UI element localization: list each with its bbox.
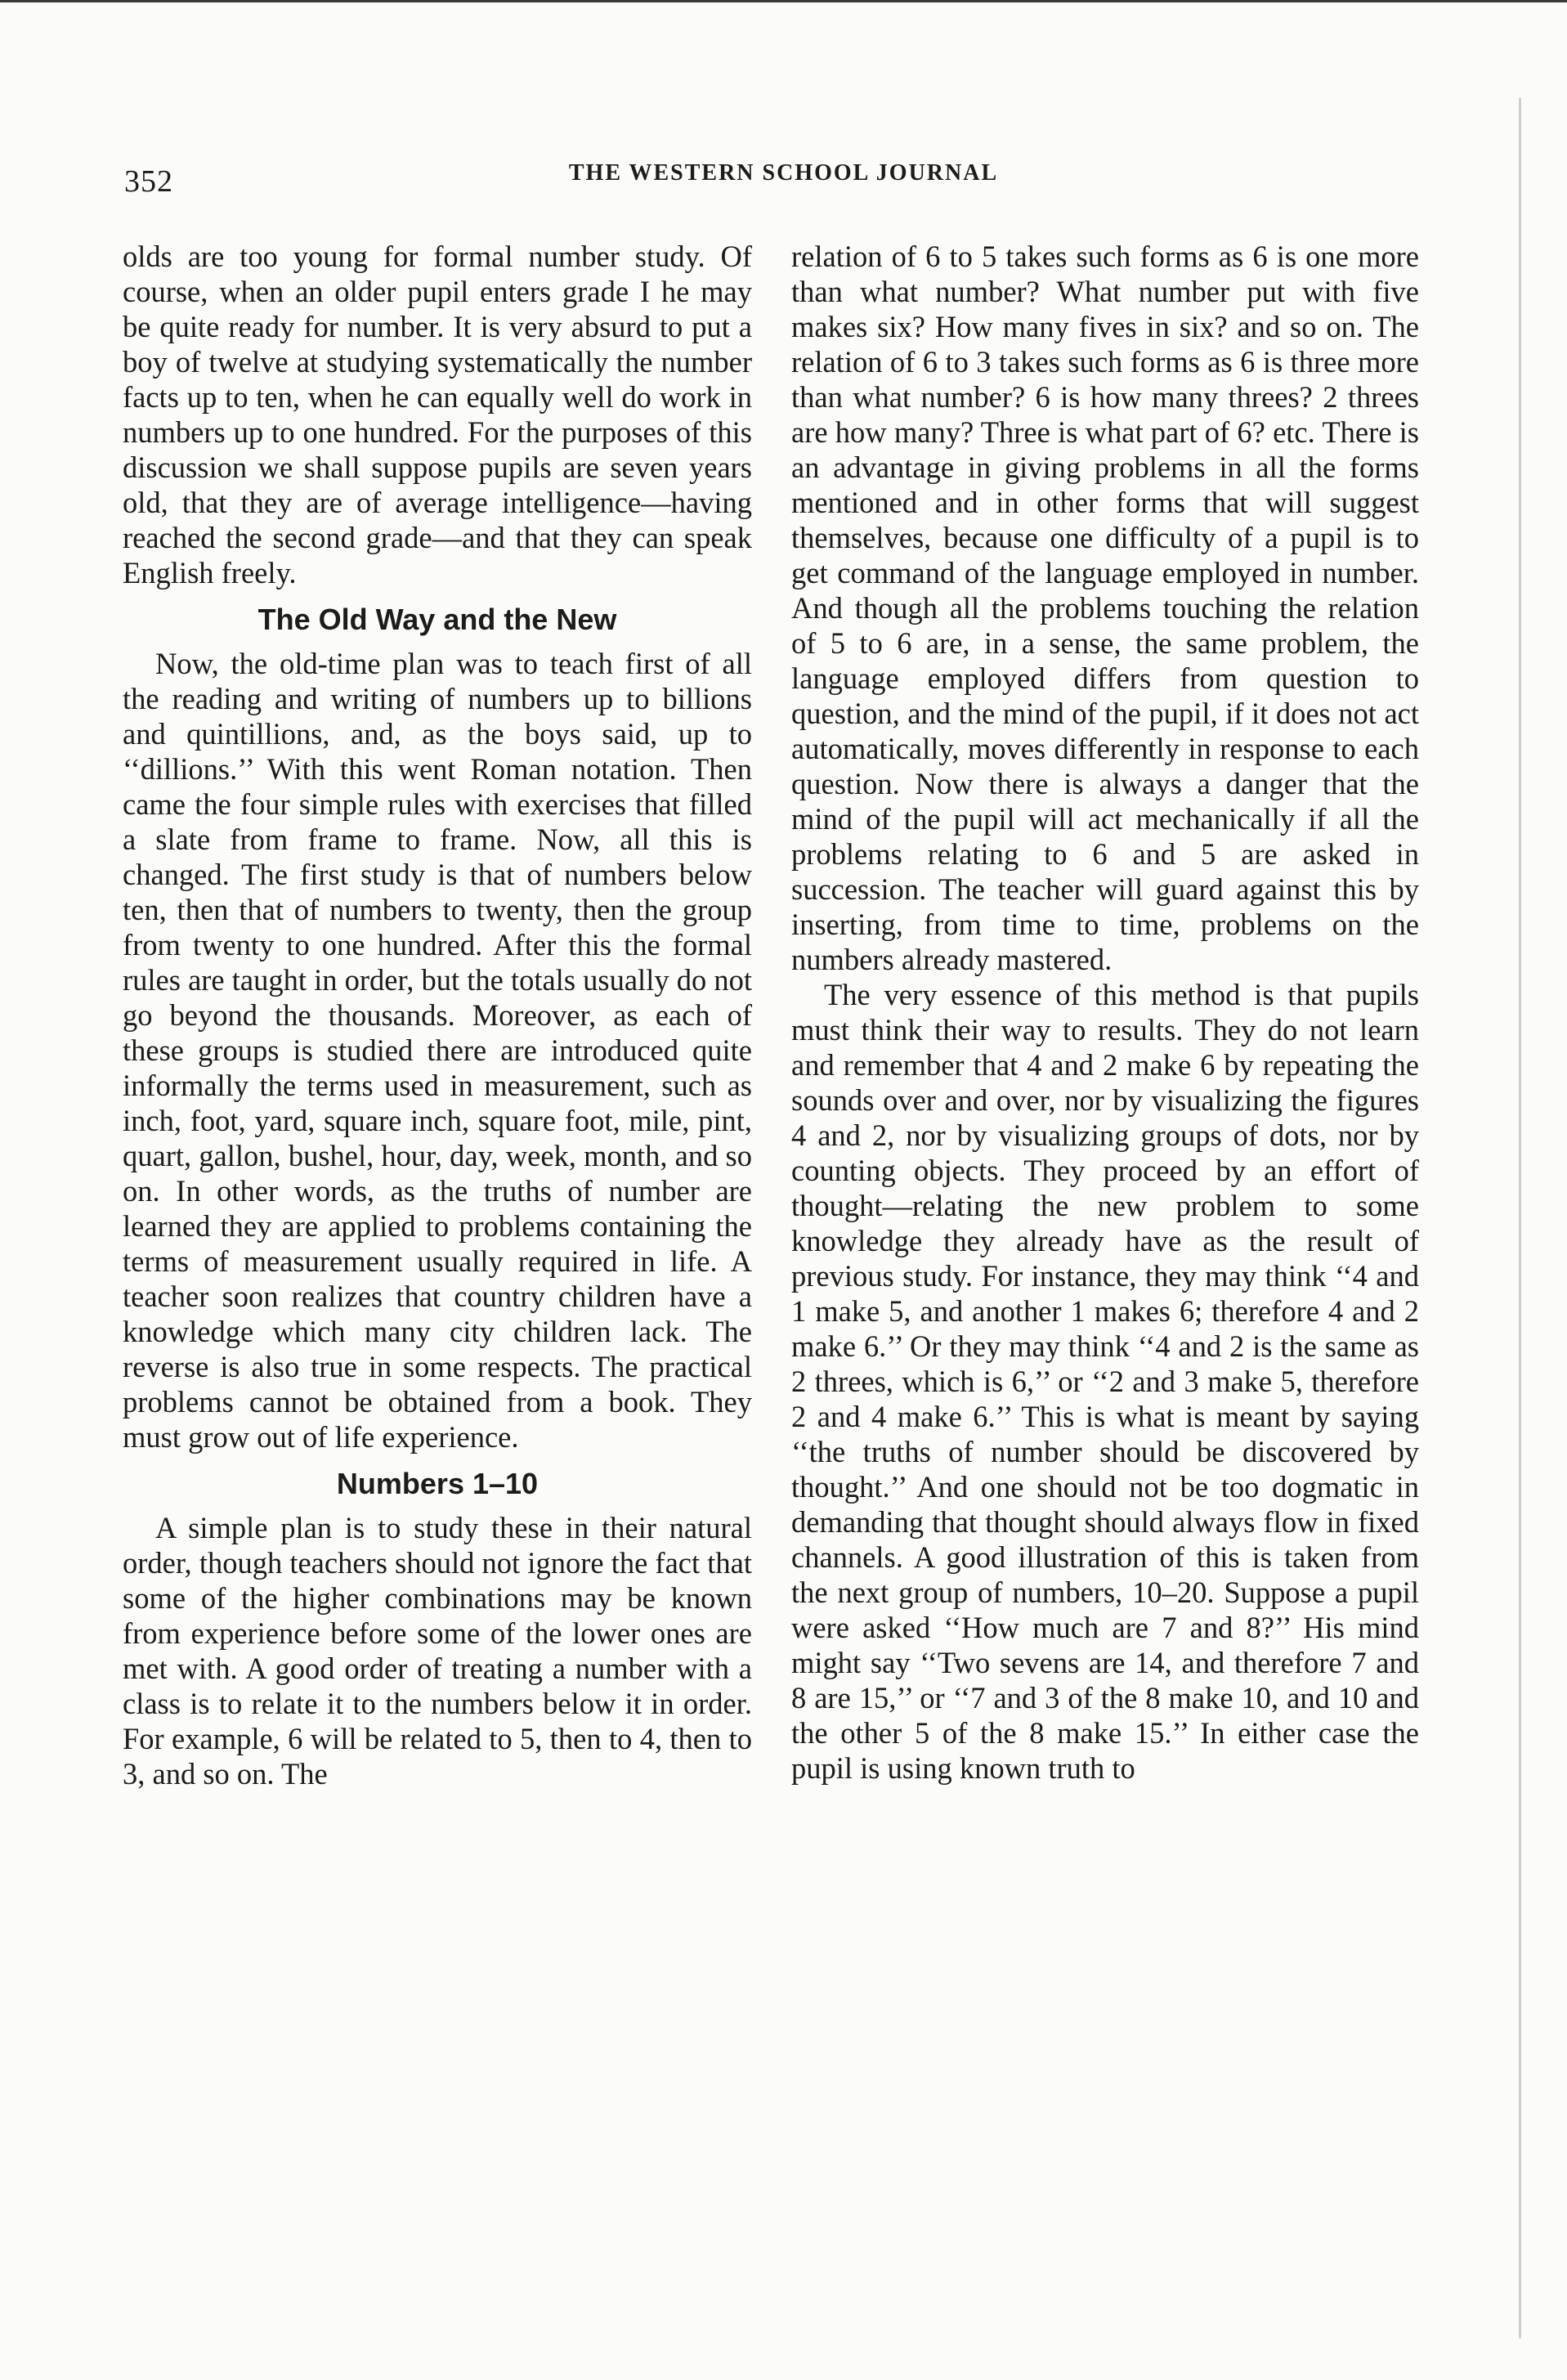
right-paragraph-2: The very essence of this method is that pupils must think their way to results. They do not learn and remember that 4 and 2 make 6 by repeating the sounds over and over, nor by visualizing the figures 4 and 2, nor by visualizing groups of dots, nor by counting objects. They proceed by an effort of thought—relating the new problem to some knowledge they already have as the result of previous study. For instance, they may think ‘‘4 and 1 make 5, and another 1 makes 6; therefore 4 and 2 make 6.’’ Or they may think ‘‘4 and 2 is the same as 2 threes, which is 6,’’ or ‘‘2 and 3 make 5, therefore 2 and 4 make 6.’’ This is what is meant by saying ‘‘the truths of number should be discovered by thought.’’ And one should not be too dogmatic in demanding that thought should always flow in fixed channels. A good illustration of this is taken from the next group of numbers, 10–20. Suppose a pupil were asked ‘‘How much are 7 and 8?’’ His mind might say ‘‘Two sevens are 14, and therefore 7 and 8 are 15,’’ or ‘‘7 and 3 of the 8 make 10, and 10 and the other 5 of the 8 make 15.’’ In either case the pupil is using known truth to — [791, 978, 1419, 1785]
left-paragraph-3: A simple plan is to study these in their natural order, though teachers should not ignore the fact that some of the higher combinations may be known from experience before some of the lower ones are met with. A good order of treating a number with a class is to relate it to the numbers below it in order. For example, 6 will be related to 5, then to 4, then to 3, and so on. The — [123, 1511, 752, 1791]
section-heading-numbers: Numbers 1–10 — [336, 1467, 539, 1500]
section-heading-old-way: The Old Way and the New — [257, 603, 617, 636]
left-paragraph-1: olds are too young for formal number study. Of course, when an older pupil enters grade I he may be quite ready for number. It is very absurd to put a boy of twelve at studying systematically the number facts up to ten, when he can equally well do work in numbers up to one hundred. For the purposes of this discussion we shall suppose pupils are seven years old, that they are of average intelligence—having reached the second grade—and that they can speak English freely. — [123, 240, 752, 589]
left-paragraph-2: Now, the old-time plan was to teach first of all the reading and writing of numbers up to billions and quintillions, and, as the boys said, up to ‘‘dillions.’’ With this went Roman notation. Then came the four simple rules with exercises that filled a slate from frame to frame. Now, all this is changed. The first study is that of numbers below ten, then that of numbers to twenty, then the group from twenty to one hundred. After this the formal rules are taught in order, but the totals usually do not go beyond the thousands. Moreover, as each of these groups is studied there are introduced quite informally the terms used in measurement, such as inch, foot, yard, square inch, square foot, mile, pint, quart, gallon, bushel, hour, day, week, month, and so on. In other words, as the truths of number are learned they are applied to problems containing the terms of measurement usually required in life. A teacher soon realizes that country children have a knowledge which many city children lack. The reverse is also true in some respects. The practical problems cannot be obtained from a book. They must grow out of life experience. — [123, 647, 752, 1454]
right-paragraph-1: relation of 6 to 5 takes such forms as 6 is one more than what number? What number put with five makes six? How many fives in six? and so on. The relation of 6 to 3 takes such forms as 6 is three more than what number? 6 is how many threes? 2 threes are how many? Three is what part of 6? etc. There is an advantage in giving problems in all the forms mentioned and in other forms that will suggest themselves, because one difficulty of a pupil is to get command of the language employed in number. And though all the problems touching the relation of 5 to 6 are, in a sense, the same problem, the language employed differs from question to question, and the mind of the pupil, if it does not act automatically, moves differently in response to each question. Now there is always a danger that the mind of the pupil will act mechanically if all the problems relating to 6 and 5 are asked in succession. The teacher will guard against this by inserting, from time to time, problems on the numbers already mastered. — [791, 240, 1419, 976]
right-column — [791, 239, 1419, 1786]
left-column — [123, 239, 752, 1791]
running-head-title: THE WESTERN SCHOOL JOURNAL — [568, 160, 999, 186]
right-page-edge — [1519, 98, 1521, 2338]
page-number: 352 — [124, 164, 173, 199]
top-edge-rule — [0, 0, 1567, 2]
